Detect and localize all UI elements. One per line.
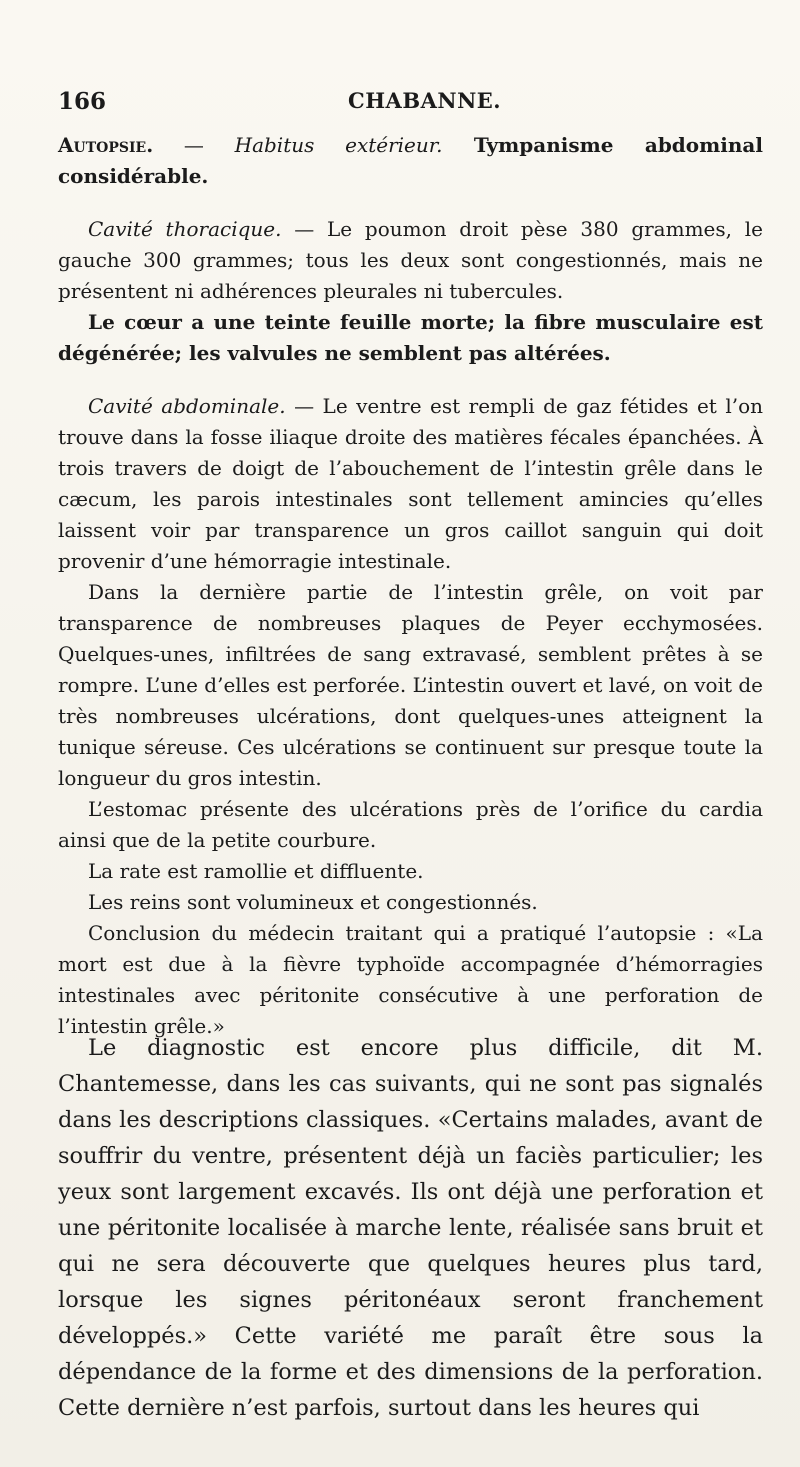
commentary-paragraph: Le diagnostic est encore plus difficile, dit M. Chantemesse, dans les cas suivants, qui ne sont pas signalés dans les descriptions classiques. «Certains malades, avant de souffrir du ventre, présentent déjà un faciès particulier; les yeux sont largement excavés. Ils ont déjà une perforation et une péritonite localisée à marche lente, réalisée sans bruit et qui ne sera découverte que quelques heures plus tard, lorsque les signes péritonéaux seront franchement développés.» Cette variété me paraît être sous la dépendance de la forme et des dimensions de la perforation. Cette dernière n’est parfois, surtout dans les heures qui <box>58 1035 763 1421</box>
autopsie-dash: — <box>153 133 235 157</box>
abdominale-paragraph-4: La rate est ramollie et diffluente. <box>88 859 424 883</box>
page-number: 166 <box>58 88 107 115</box>
abdominale-paragraph-5: Les reins sont volumineux et congestionnés. <box>88 890 538 914</box>
running-head: CHABANNE. <box>348 88 502 113</box>
autopsie-label: Autopsie. <box>58 133 154 157</box>
abdominale-paragraph-3: L’estomac présente des ulcérations près de l’orifice du cardia ainsi que de la petite courbure. <box>58 797 763 852</box>
thoracique-text-1: — Le poumon droit pèse 380 grammes, le gauche 300 grammes; tous les deux sont congestionnés, mais ne présentent ni adhérences pleurales ni tubercules. <box>58 217 763 303</box>
abdominale-text-1: — Le ventre est rempli de gaz fétides et l’on trouve dans la fosse iliaque droite des matières fécales épanchées. À trois travers de doigt de l’abouchement de l’intestin grêle dans le cæcum, les parois intestinales sont tellement amincies qu’elles laissent voir par transparence un gros caillot sanguin qui doit provenir d’une hémorragie intestinale. <box>58 394 763 573</box>
autopsy-report <box>58 130 763 1042</box>
abdominale-paragraph-2: Dans la dernière partie de l’intestin grêle, on voit par transparence de nombreuses plaques de Peyer ecchymosées. Quelques-unes, infiltrées de sang extravasé, semblent prêtes à se rompre. L’une d’elles est perforée. L’intestin ouvert et lavé, on voit de très nombreuses ulcérations, dont quelques-unes atteignent la tunique séreuse. Ces ulcérations se continuent sur presque toute la longueur du gros intestin. <box>58 580 763 790</box>
habitus-text: Tympanisme abdominal considérable. <box>58 133 763 188</box>
page-header <box>58 88 758 118</box>
commentary-block <box>58 1030 763 1426</box>
abdominale-paragraph-6: Conclusion du médecin traitant qui a pratiqué l’autopsie : «La mort est due à la fièvre typhoïde accompagnée d’hémorragies intestinales avec péritonite consécutive à une perforation de l’intestin grêle.» <box>58 921 763 1038</box>
abdominale-paragraph-1 <box>58 391 763 577</box>
thoracique-paragraph-2: Le cœur a une teinte feuille morte; la fibre musculaire est dégénérée; les valvules ne semblent pas altérées. <box>58 310 763 365</box>
thoracique-title: Cavité thoracique. <box>88 217 282 241</box>
autopsie-paragraph <box>58 130 763 192</box>
habitus-title: Habitus extérieur. <box>234 133 443 157</box>
abdominale-title: Cavité abdominale. <box>88 394 286 418</box>
thoracique-paragraph-1 <box>58 214 763 307</box>
